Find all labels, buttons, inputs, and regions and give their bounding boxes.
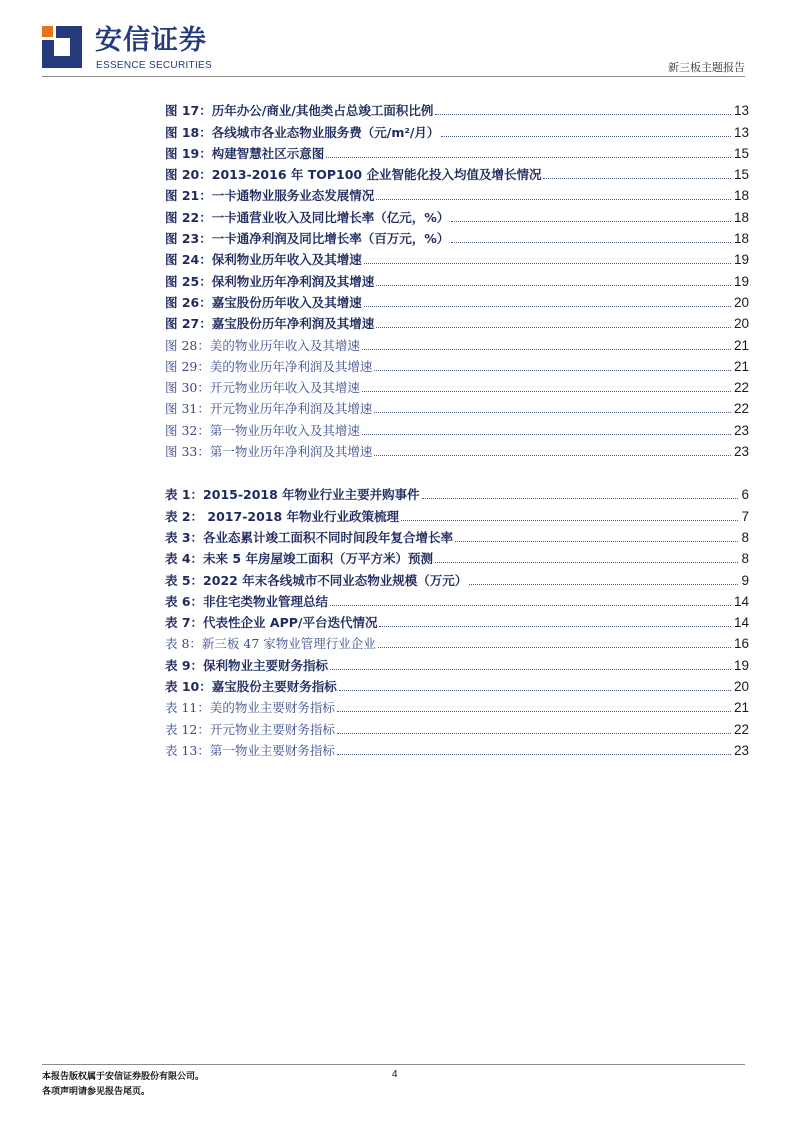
dot-leader [362, 391, 731, 392]
table-toc-entry[interactable] [165, 503, 749, 524]
company-logo [42, 26, 82, 68]
figure-toc-entry[interactable] [165, 375, 749, 396]
toc-entry-label: 图 31：开元物业历年净利润及其增速 [165, 401, 373, 417]
dot-leader [362, 434, 731, 435]
toc-entry-page: 21 [733, 700, 749, 716]
toc-entry-page: 19 [733, 657, 749, 673]
toc-entry-page: 7 [741, 508, 749, 524]
toc-entry-page: 21 [733, 337, 749, 353]
dot-leader [451, 242, 731, 243]
toc-entry-page: 15 [733, 167, 749, 183]
dot-leader [441, 136, 731, 137]
figure-toc-entry[interactable] [165, 354, 749, 375]
toc-entry-label: 图 33：第一物业历年净利润及其增速 [165, 444, 373, 460]
table-toc-entry[interactable] [165, 738, 749, 759]
disclaimer-notice: 各项声明请参见报告尾页。 [42, 1087, 151, 1097]
list-gap [165, 460, 749, 482]
table-toc-entry[interactable] [165, 652, 749, 673]
toc-entry-label: 表 8：新三板 47 家物业管理行业企业 [165, 636, 376, 652]
page-number: 4 [392, 1069, 398, 1080]
figure-toc-entry[interactable] [165, 98, 749, 119]
dot-leader [374, 370, 731, 371]
toc-entry-page: 19 [733, 273, 749, 289]
toc-entry-page: 8 [741, 529, 749, 545]
figure-toc-entry[interactable] [165, 141, 749, 162]
toc-entry-label: 图 26：嘉宝股份历年收入及其增速 [165, 294, 362, 310]
table-toc-entry[interactable] [165, 525, 749, 546]
dot-leader [337, 733, 731, 734]
dot-leader [330, 605, 731, 606]
dot-leader [337, 711, 731, 712]
toc-entry-label: 图 23：一卡通净利润及同比增长率（百万元，%） [165, 231, 450, 247]
toc [165, 98, 749, 759]
table-toc-entry[interactable] [165, 695, 749, 716]
toc-entry-label: 表 11：美的物业主要财务指标 [165, 700, 335, 716]
toc-entry-page: 21 [733, 358, 749, 374]
toc-entry-page: 20 [733, 679, 749, 695]
toc-entry-label: 图 22：一卡通营业收入及同比增长率（亿元，%） [165, 209, 450, 225]
brand-name-cn: 安信证券 [95, 25, 207, 56]
dot-leader [376, 199, 731, 200]
brand-name-en: ESSENCE SECURITIES [96, 60, 212, 71]
toc-entry-label: 表 7：代表性企业 APP/平台迭代情况 [165, 615, 378, 631]
dot-leader [435, 114, 731, 115]
toc-entry-label: 表 6：非住宅类物业管理总结 [165, 593, 329, 609]
figure-toc-entry[interactable] [165, 268, 749, 289]
toc-entry-label: 表 3：各业态累计竣工面积不同时间段年复合增长率 [165, 529, 454, 545]
toc-entry-label: 图 28：美的物业历年收入及其增速 [165, 337, 360, 353]
toc-entry-label: 图 25：保利物业历年净利润及其增速 [165, 273, 375, 289]
header-divider [42, 76, 745, 77]
figure-toc-entry[interactable] [165, 332, 749, 353]
toc-entry-label: 表 9：保利物业主要财务指标 [165, 657, 329, 673]
toc-entry-page: 14 [733, 593, 749, 609]
dot-leader [330, 669, 731, 670]
table-toc-entry[interactable] [165, 589, 749, 610]
copyright-notice: 本报告版权属于安信证券股份有限公司。 [42, 1072, 205, 1082]
toc-entry-page: 23 [733, 422, 749, 438]
dot-leader [469, 584, 738, 585]
figure-toc-entry[interactable] [165, 162, 749, 183]
toc-entry-label: 图 29：美的物业历年净利润及其增速 [165, 358, 373, 374]
toc-entry-label: 图 27：嘉宝股份历年净利润及其增速 [165, 316, 375, 332]
toc-entry-label: 表 1：2015-2018 年物业行业主要并购事件 [165, 487, 420, 503]
toc-entry-page: 20 [733, 316, 749, 332]
toc-entry-label: 表 13：第一物业主要财务指标 [165, 742, 335, 758]
toc-entry-page: 22 [733, 721, 749, 737]
toc-entry-label: 图 32：第一物业历年收入及其增速 [165, 422, 360, 438]
toc-entry-page: 9 [741, 572, 749, 588]
dot-leader [364, 263, 731, 264]
table-toc-entry[interactable] [165, 610, 749, 631]
toc-entry-page: 6 [741, 487, 749, 503]
toc-entry-label: 图 18：各线城市各业态物业服务费（元/m²/月） [165, 124, 440, 140]
figure-toc-entry[interactable] [165, 396, 749, 417]
toc-entry-label: 表 2： 2017-2018 年物业行业政策梳理 [165, 508, 400, 524]
toc-entry-page: 13 [733, 103, 749, 119]
toc-entry-label: 图 17：历年办公/商业/其他类占总竣工面积比例 [165, 103, 434, 119]
dot-leader [374, 455, 731, 456]
dot-leader [364, 306, 731, 307]
logo-mark-icon [42, 26, 82, 68]
toc-entry-page: 14 [733, 615, 749, 631]
toc-entry-page: 18 [733, 188, 749, 204]
toc-entry-label: 表 5：2022 年末各线城市不同业态物业规模（万元） [165, 572, 468, 588]
dot-leader [374, 412, 731, 413]
report-title: 新三板主题报告 [668, 61, 745, 74]
table-toc-entry[interactable] [165, 674, 749, 695]
toc-entry-page: 23 [733, 444, 749, 460]
toc-entry-page: 18 [733, 209, 749, 225]
dot-leader [326, 157, 731, 158]
toc-entry-label: 图 30：开元物业历年收入及其增速 [165, 380, 360, 396]
footer-divider [42, 1064, 745, 1065]
figure-toc-entry[interactable] [165, 183, 749, 204]
figure-toc-entry[interactable] [165, 226, 749, 247]
dot-leader [378, 647, 731, 648]
toc-entry-label: 图 20：2013-2016 年 TOP100 企业智能化投入均值及增长情况 [165, 167, 542, 183]
toc-entry-page: 22 [733, 401, 749, 417]
toc-entry-label: 图 21：一卡通物业服务业态发展情况 [165, 188, 375, 204]
table-list [165, 482, 749, 759]
dot-leader [451, 221, 731, 222]
toc-entry-page: 19 [733, 252, 749, 268]
toc-entry-page: 20 [733, 294, 749, 310]
table-toc-entry[interactable] [165, 567, 749, 588]
toc-entry-page: 8 [741, 551, 749, 567]
toc-entry-label: 图 24：保利物业历年收入及其增速 [165, 252, 362, 268]
toc-entry-page: 23 [733, 742, 749, 758]
figure-toc-entry[interactable] [165, 417, 749, 438]
figure-toc-entry[interactable] [165, 204, 749, 225]
dot-leader [362, 349, 731, 350]
table-toc-entry[interactable] [165, 546, 749, 567]
figure-toc-entry[interactable] [165, 311, 749, 332]
dot-leader [455, 541, 738, 542]
figure-toc-entry[interactable] [165, 247, 749, 268]
toc-entry-page: 15 [733, 145, 749, 161]
figure-toc-entry[interactable] [165, 119, 749, 140]
figure-toc-entry[interactable] [165, 439, 749, 460]
toc-entry-label: 表 10：嘉宝股份主要财务指标 [165, 679, 337, 695]
toc-entry-label: 图 19：构建智慧社区示意图 [165, 145, 325, 161]
dot-leader [379, 626, 731, 627]
figure-toc-entry[interactable] [165, 290, 749, 311]
dot-leader [339, 690, 731, 691]
toc-entry-page: 22 [733, 380, 749, 396]
dot-leader [401, 520, 738, 521]
table-toc-entry[interactable] [165, 631, 749, 652]
toc-entry-page: 16 [733, 636, 749, 652]
toc-entry-page: 18 [733, 231, 749, 247]
toc-entry-page: 13 [733, 124, 749, 140]
figure-list [165, 98, 749, 460]
dot-leader [376, 327, 731, 328]
table-toc-entry[interactable] [165, 482, 749, 503]
dot-leader [376, 285, 731, 286]
toc-entry-label: 表 4：未来 5 年房屋竣工面积（万平方米）预测 [165, 551, 433, 567]
dot-leader [435, 562, 739, 563]
dot-leader [337, 754, 731, 755]
toc-entry-label: 表 12：开元物业主要财务指标 [165, 721, 335, 737]
dot-leader [543, 178, 730, 179]
dot-leader [422, 498, 739, 499]
table-toc-entry[interactable] [165, 716, 749, 737]
